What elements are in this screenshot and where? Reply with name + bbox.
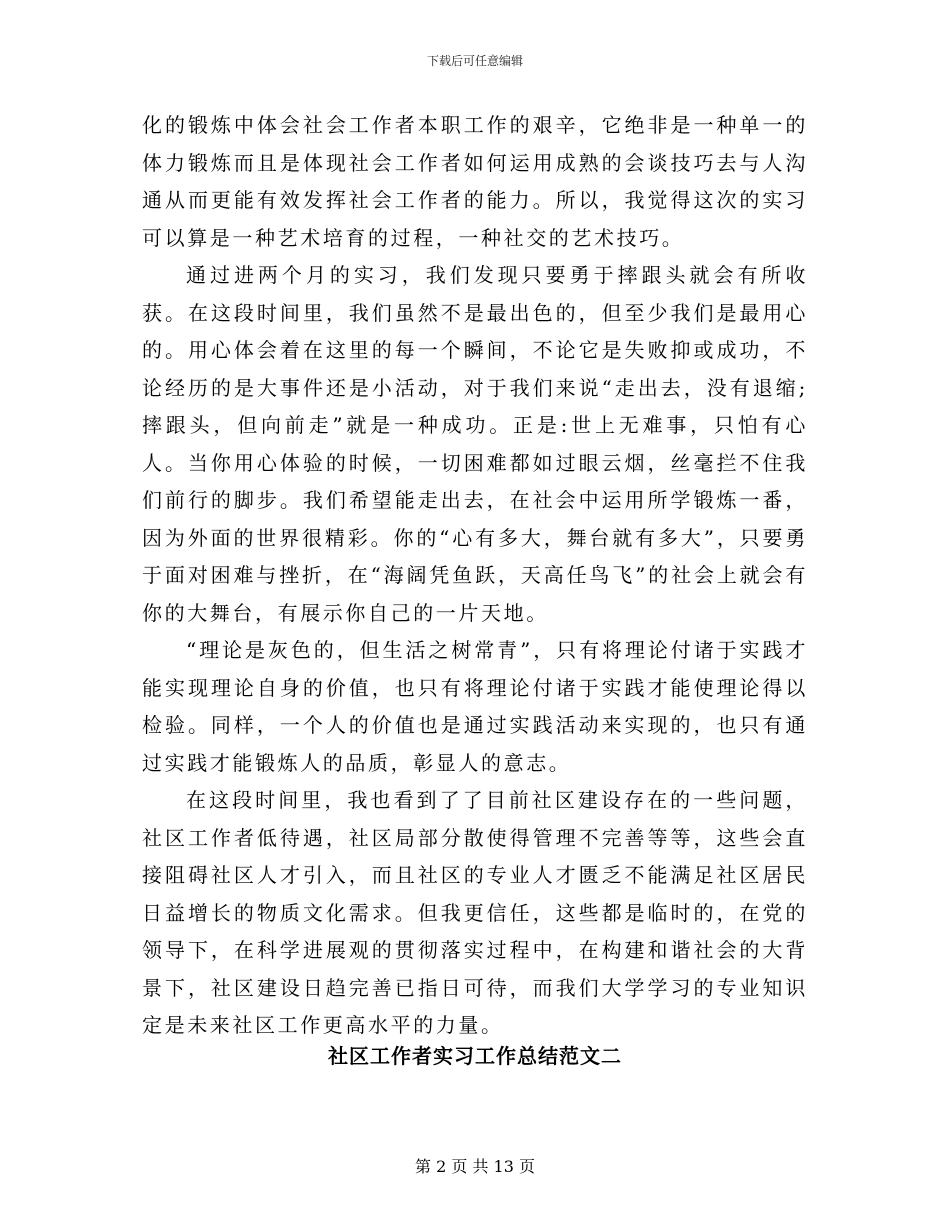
section-title: 社区工作者实习工作总结范文二 <box>328 1044 622 1068</box>
page-footer: 第 2 页 共 13 页 <box>415 1157 535 1176</box>
paragraph-3: “理论是灰色的，但生活之树常青”，只有将理论付诸于实践才能实现理论自身的价值，也只有将理论付诸于实践才能使理论得以检验。同样，一个人的价值也是通过实践活动来实现的，也只有通过实践才能锻炼人的品质，彰显人的意志。 <box>142 638 808 775</box>
paragraph-4: 在这段时间里，我也看到了了目前社区建设存在的一些问题，社区工作者低待遇，社区局部分散使得管理不完善等等，这些会直接阻碍社区人才引入，而且社区的专业人才匮乏不能满足社区居民日益增长的物质文化需求。但我更信任，这些都是临时的，在党的领导下，在科学进展观的贯彻落实过程中，在构建和谐社会的大背景下，社区建设日趋完善已指日可待，而我们大学学习的专业知识定是未来社区工作更高水平的力量。 <box>142 788 808 1037</box>
paragraph-1: 化的锻炼中体会社会工作者本职工作的艰辛，它绝非是一种单一的体力锻炼而且是体现社会工作者如何运用成熟的会谈技巧去与人沟通从而更能有效发挥社会工作者的能力。所以，我觉得这次的实习可以算是一种艺术培育的过程，一种社交的艺术技巧。 <box>142 113 808 250</box>
paragraph-2: 通过进两个月的实习，我们发现只要勇于摔跟头就会有所收获。在这段时间里，我们虽然不是最出色的，但至少我们是最用心的。用心体会着在这里的每一个瞬间，不论它是失败抑或成功，不论经历的是大事件还是小活动，对于我们来说“走出去，没有退缩;摔跟头，但向前走”就是一种成功。正是:世上无难事，只怕有心人。当你用心体验的时候，一切困难都如过眼云烟，丝毫拦不住我们前行的脚步。我们希望能走出去，在社会中运用所学锻炼一番，因为外面的世界很精彩。你的“心有多大，舞台就有多大”，只要勇于面对困难与挫折，在“海阔凭鱼跃，天高任鸟飞”的社会上就会有你的大舞台，有展示你自己的一片天地。 <box>142 263 808 625</box>
page-header: 下载后可任意编辑 <box>426 54 523 68</box>
document-body <box>142 107 808 1045</box>
